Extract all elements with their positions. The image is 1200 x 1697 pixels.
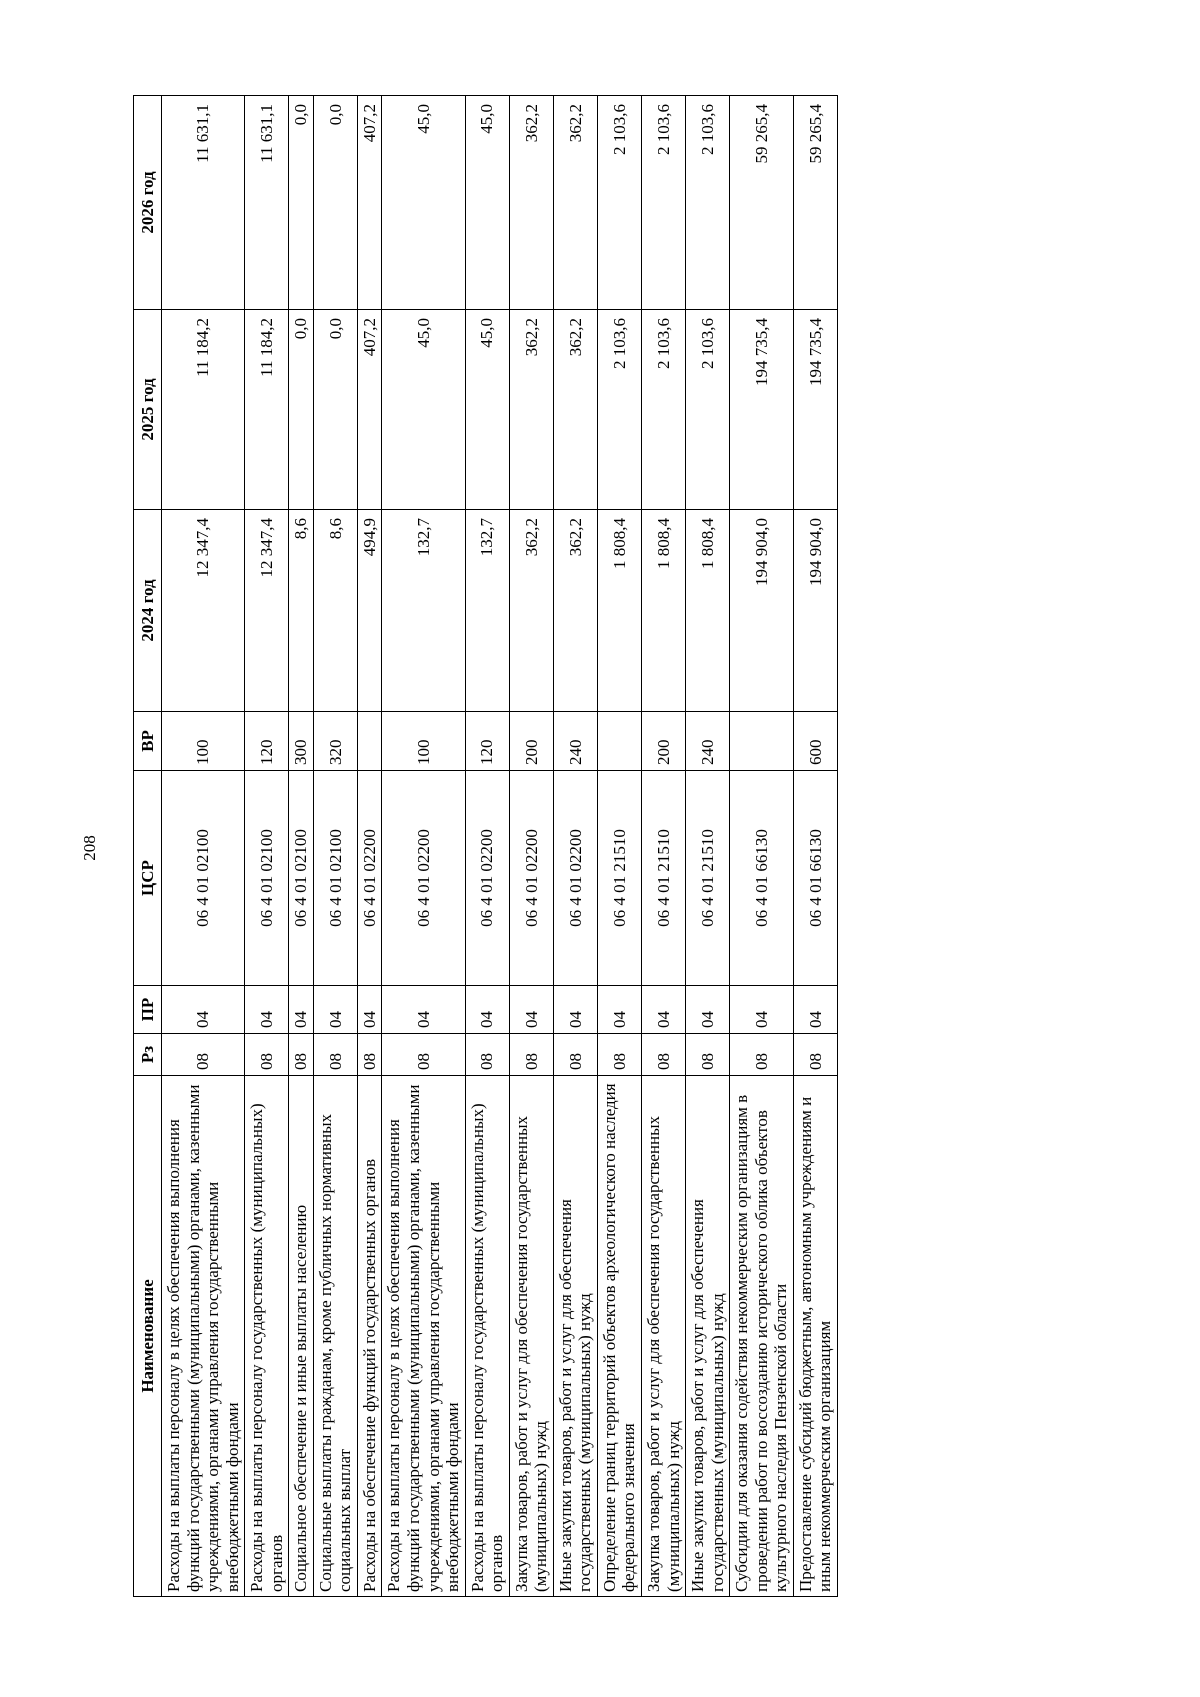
table-row — [382, 96, 465, 1597]
cell-rz: 08 — [245, 1034, 289, 1076]
cell-2024: 12 347,4 — [245, 510, 289, 712]
cell-pr: 04 — [793, 986, 837, 1034]
cell-rz: 08 — [686, 1034, 730, 1076]
cell-csr: 06 4 01 02200 — [553, 771, 597, 986]
cell-rz: 08 — [313, 1034, 357, 1076]
cell-csr: 06 4 01 02100 — [162, 771, 245, 986]
cell-2024: 12 347,4 — [162, 510, 245, 712]
cell-vr — [730, 712, 794, 771]
cell-2025: 0,0 — [313, 310, 357, 510]
cell-name: Предоставление субсидий бюджетным, автономным учреждениям и иным некоммерческим организациям — [793, 1076, 837, 1597]
cell-name: Субсидии для оказания содействия некоммерческим организациям в проведении работ по воссозданию исторического облика объектов культурного наследия Пензенской области — [730, 1076, 794, 1597]
cell-2026: 0,0 — [289, 96, 314, 310]
cell-2026: 11 631,1 — [162, 96, 245, 310]
cell-csr: 06 4 01 21510 — [642, 771, 686, 986]
cell-rz: 08 — [730, 1034, 794, 1076]
table-row — [597, 96, 641, 1597]
cell-2025: 194 735,4 — [730, 310, 794, 510]
cell-2024: 194 904,0 — [730, 510, 794, 712]
cell-rz: 08 — [289, 1034, 314, 1076]
cell-rz: 08 — [597, 1034, 641, 1076]
cell-pr: 04 — [313, 986, 357, 1034]
cell-vr — [357, 712, 382, 771]
cell-2024: 132,7 — [382, 510, 465, 712]
cell-2025: 11 184,2 — [162, 310, 245, 510]
cell-2026: 2 103,6 — [642, 96, 686, 310]
cell-2026: 0,0 — [313, 96, 357, 310]
header-csr: ЦСР — [134, 771, 162, 986]
cell-vr: 300 — [289, 712, 314, 771]
header-2024: 2024 год — [134, 510, 162, 712]
cell-csr: 06 4 01 02100 — [313, 771, 357, 986]
cell-vr: 100 — [162, 712, 245, 771]
cell-vr: 120 — [245, 712, 289, 771]
cell-rz: 08 — [382, 1034, 465, 1076]
table-row — [313, 96, 357, 1597]
cell-name: Иные закупки товаров, работ и услуг для обеспечения государственных (муниципальных) нужд — [553, 1076, 597, 1597]
cell-2025: 407,2 — [357, 310, 382, 510]
cell-2024: 494,9 — [357, 510, 382, 712]
cell-2026: 59 265,4 — [730, 96, 794, 310]
table-row — [465, 96, 509, 1597]
cell-csr: 06 4 01 02200 — [382, 771, 465, 986]
cell-csr: 06 4 01 02100 — [289, 771, 314, 986]
cell-name: Расходы на выплаты персоналу государственных (муниципальных) органов — [465, 1076, 509, 1597]
header-pr: ПР — [134, 986, 162, 1034]
cell-2025: 45,0 — [382, 310, 465, 510]
cell-name: Расходы на выплаты персоналу в целях обеспечения выполнения функций государственными (муниципальными) органами, казенными учреждениями, органами управления государственными внебюджетными фондами — [162, 1076, 245, 1597]
cell-2026: 2 103,6 — [597, 96, 641, 310]
cell-2024: 1 808,4 — [642, 510, 686, 712]
cell-2025: 194 735,4 — [793, 310, 837, 510]
cell-name: Расходы на выплаты персоналу в целях обеспечения выполнения функций государственными (муниципальными) органами, казенными учреждениями, органами управления государственными внебюджетными фондами — [382, 1076, 465, 1597]
table-row — [357, 96, 382, 1597]
cell-2025: 11 184,2 — [245, 310, 289, 510]
cell-rz: 08 — [509, 1034, 553, 1076]
cell-2025: 45,0 — [465, 310, 509, 510]
table-row — [686, 96, 730, 1597]
rotated-table-wrapper — [133, 96, 1083, 1597]
table-row — [289, 96, 314, 1597]
cell-name: Определение границ территорий объектов археологического наследия федерального значения — [597, 1076, 641, 1597]
table-row — [730, 96, 794, 1597]
header-name: Наименование — [134, 1076, 162, 1597]
header-rz: Рз — [134, 1034, 162, 1076]
cell-name: Социальные выплаты гражданам, кроме публичных нормативных социальных выплат — [313, 1076, 357, 1597]
cell-name: Расходы на обеспечение функций государственных органов — [357, 1076, 382, 1597]
cell-rz: 08 — [357, 1034, 382, 1076]
cell-vr: 200 — [509, 712, 553, 771]
cell-rz: 08 — [162, 1034, 245, 1076]
cell-vr: 320 — [313, 712, 357, 771]
cell-vr: 600 — [793, 712, 837, 771]
cell-2025: 362,2 — [509, 310, 553, 510]
table-body — [162, 96, 838, 1597]
table-row — [509, 96, 553, 1597]
header-vr: ВР — [134, 712, 162, 771]
cell-name: Социальное обеспечение и иные выплаты населению — [289, 1076, 314, 1597]
table-row — [162, 96, 245, 1597]
cell-csr: 06 4 01 21510 — [597, 771, 641, 986]
cell-2025: 362,2 — [553, 310, 597, 510]
cell-pr: 04 — [553, 986, 597, 1034]
cell-2024: 1 808,4 — [686, 510, 730, 712]
cell-2024: 1 808,4 — [597, 510, 641, 712]
cell-csr: 06 4 01 02200 — [357, 771, 382, 986]
cell-2026: 59 265,4 — [793, 96, 837, 310]
cell-pr: 04 — [289, 986, 314, 1034]
cell-csr: 06 4 01 66130 — [730, 771, 794, 986]
cell-name: Закупка товаров, работ и услуг для обеспечения государственных (муниципальных) нужд — [509, 1076, 553, 1597]
table-row — [642, 96, 686, 1597]
cell-rz: 08 — [465, 1034, 509, 1076]
cell-pr: 04 — [465, 986, 509, 1034]
cell-2026: 2 103,6 — [686, 96, 730, 310]
cell-pr: 04 — [162, 986, 245, 1034]
cell-pr: 04 — [642, 986, 686, 1034]
cell-name: Иные закупки товаров, работ и услуг для обеспечения государственных (муниципальных) нужд — [686, 1076, 730, 1597]
cell-csr: 06 4 01 02200 — [465, 771, 509, 986]
cell-2025: 0,0 — [289, 310, 314, 510]
cell-pr: 04 — [686, 986, 730, 1034]
cell-pr: 04 — [245, 986, 289, 1034]
cell-2026: 45,0 — [382, 96, 465, 310]
cell-2024: 362,2 — [553, 510, 597, 712]
cell-2025: 2 103,6 — [686, 310, 730, 510]
cell-2024: 8,6 — [313, 510, 357, 712]
table-row — [553, 96, 597, 1597]
cell-2026: 11 631,1 — [245, 96, 289, 310]
cell-pr: 04 — [730, 986, 794, 1034]
cell-name: Расходы на выплаты персоналу государственных (муниципальных) органов — [245, 1076, 289, 1597]
cell-csr: 06 4 01 02100 — [245, 771, 289, 986]
cell-2026: 362,2 — [509, 96, 553, 310]
cell-vr: 240 — [553, 712, 597, 771]
cell-2026: 45,0 — [465, 96, 509, 310]
cell-2024: 362,2 — [509, 510, 553, 712]
cell-pr: 04 — [597, 986, 641, 1034]
cell-pr: 04 — [357, 986, 382, 1034]
cell-vr: 120 — [465, 712, 509, 771]
cell-2026: 407,2 — [357, 96, 382, 310]
cell-csr: 06 4 01 02200 — [509, 771, 553, 986]
cell-2025: 2 103,6 — [642, 310, 686, 510]
cell-csr: 06 4 01 21510 — [686, 771, 730, 986]
header-2026: 2026 год — [134, 96, 162, 310]
budget-table — [133, 95, 838, 1597]
cell-pr: 04 — [382, 986, 465, 1034]
header-2025: 2025 год — [134, 310, 162, 510]
cell-2026: 362,2 — [553, 96, 597, 310]
cell-csr: 06 4 01 66130 — [793, 771, 837, 986]
cell-2024: 132,7 — [465, 510, 509, 712]
cell-vr: 240 — [686, 712, 730, 771]
cell-vr: 100 — [382, 712, 465, 771]
table-row — [793, 96, 837, 1597]
cell-vr: 200 — [642, 712, 686, 771]
table-row — [245, 96, 289, 1597]
cell-rz: 08 — [793, 1034, 837, 1076]
page-number: 208 — [80, 835, 99, 861]
cell-name: Закупка товаров, работ и услуг для обеспечения государственных (муниципальных) нужд — [642, 1076, 686, 1597]
cell-rz: 08 — [642, 1034, 686, 1076]
cell-pr: 04 — [509, 986, 553, 1034]
cell-rz: 08 — [553, 1034, 597, 1076]
cell-vr — [597, 712, 641, 771]
cell-2025: 2 103,6 — [597, 310, 641, 510]
cell-2024: 8,6 — [289, 510, 314, 712]
cell-2024: 194 904,0 — [793, 510, 837, 712]
table-header-row — [134, 96, 162, 1597]
